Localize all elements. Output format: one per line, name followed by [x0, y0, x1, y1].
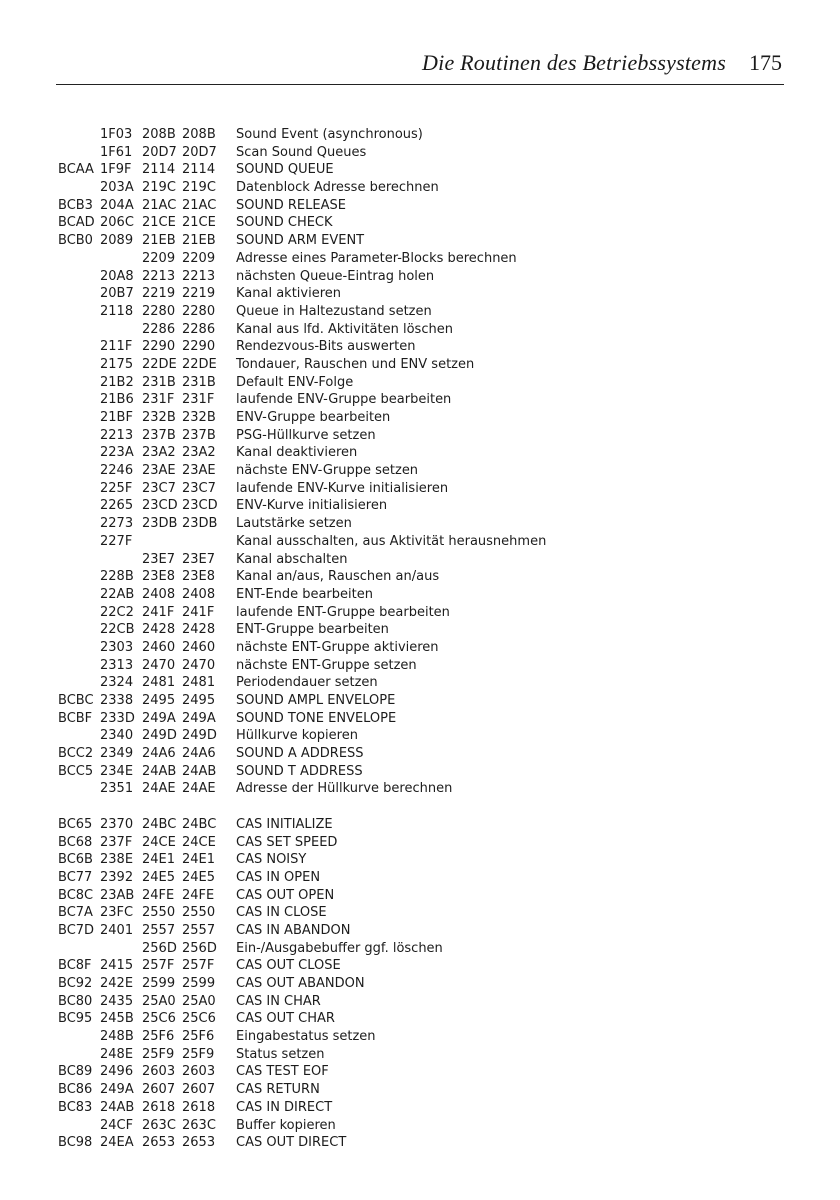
address-v6128: 25F6: [182, 1029, 215, 1045]
address-v664: 23CD: [142, 498, 178, 514]
address-v664: 23DB: [142, 516, 178, 532]
address-v664: 263C: [142, 1117, 176, 1133]
address-v664: 2460: [142, 639, 176, 655]
address-v6128: 249A: [182, 710, 216, 726]
address-v664: 2290: [142, 339, 176, 355]
address-v6128: 231F: [182, 392, 215, 408]
address-v464: 206C: [100, 215, 134, 231]
address-v664: 20D7: [142, 144, 177, 160]
address-v664: 241F: [142, 604, 175, 620]
jump-address: BCB0: [58, 233, 93, 249]
description: CAS IN CHAR: [236, 993, 321, 1009]
description: SOUND TONE ENVELOPE: [236, 710, 397, 726]
address-v464: 237F: [100, 834, 133, 850]
address-v464: 24CF: [100, 1117, 134, 1133]
description: Rendezvous-Bits auswerten: [236, 339, 416, 355]
address-v464: 23FC: [100, 905, 134, 921]
address-v464: 2089: [100, 233, 134, 249]
address-v464: 204A: [100, 197, 134, 213]
address-v664: 2114: [142, 162, 176, 178]
address-v6128: 21EB: [182, 233, 216, 249]
address-v664: 2280: [142, 303, 176, 319]
jump-address: BC95: [58, 1011, 93, 1027]
jump-address: BC6B: [58, 852, 93, 868]
description: Kanal an/aus, Rauschen an/aus: [236, 569, 440, 585]
address-v6128: 237B: [182, 427, 216, 443]
address-v664: 2557: [142, 922, 176, 938]
address-v6128: 21CE: [182, 215, 216, 231]
address-v6128: 2213: [182, 268, 216, 284]
address-v664: 2470: [142, 657, 176, 673]
address-v664: 249D: [142, 728, 177, 744]
address-v664: 2599: [142, 976, 176, 991]
address-v6128: 24AB: [182, 763, 217, 779]
address-v464: 2435: [100, 993, 134, 1009]
description: CAS IN CLOSE: [236, 905, 327, 921]
address-v6128: 2603: [182, 1064, 216, 1080]
address-v464: 2246: [100, 463, 134, 479]
address-v664: 24BC: [142, 816, 177, 832]
address-v664: 2495: [142, 693, 176, 708]
description: Eingabestatus setzen: [236, 1029, 376, 1045]
address-v464: 203A: [100, 180, 134, 196]
description: Adresse der Hüllkurve berechnen: [236, 781, 453, 797]
address-v664: 232B: [142, 410, 176, 425]
address-v464: 238E: [100, 852, 134, 868]
address-v6128: 2428: [182, 622, 216, 638]
address-v464: 248E: [100, 1046, 134, 1062]
address-v464: 22CB: [100, 622, 135, 638]
description: CAS OUT OPEN: [236, 887, 335, 903]
description: Status setzen: [236, 1046, 325, 1062]
address-v6128: 2280: [182, 303, 216, 319]
address-v6128: 219C: [182, 180, 216, 196]
address-v464: 21B2: [100, 374, 134, 390]
address-v464: 2213: [100, 427, 134, 443]
description: Hüllkurve kopieren: [236, 728, 358, 744]
address-v664: 22DE: [142, 356, 177, 372]
jump-address: BC68: [58, 834, 93, 850]
address-v664: 21EB: [142, 233, 176, 249]
address-v6128: 23E8: [182, 569, 216, 585]
description: Kanal abschalten: [236, 551, 348, 567]
running-header: [56, 48, 784, 85]
address-v6128: 24E5: [182, 869, 216, 885]
jump-address: BC7A: [58, 905, 93, 921]
address-v664: 23C7: [142, 480, 176, 496]
description: Lautstärke setzen: [236, 516, 352, 532]
address-v464: 2351: [100, 781, 134, 797]
page-number: 175: [749, 50, 782, 75]
address-v664: 2481: [142, 675, 176, 691]
jump-address: BC65: [58, 816, 93, 832]
description: Ein-/Ausgabebuffer ggf. löschen: [236, 940, 443, 956]
description: CAS INITIALIZE: [236, 816, 333, 832]
description: laufende ENT-Gruppe bearbeiten: [236, 604, 450, 620]
description: nächste ENV-Gruppe setzen: [236, 463, 419, 479]
description: ENT-Gruppe bearbeiten: [236, 622, 389, 638]
description: Kanal deaktivieren: [236, 445, 358, 461]
address-v664: 2428: [142, 622, 176, 638]
jump-address: BC8C: [58, 887, 94, 903]
address-v6128: 2114: [182, 162, 216, 178]
description: CAS IN ABANDON: [236, 922, 351, 938]
address-v664: 24E5: [142, 869, 176, 885]
description: Kanal ausschalten, aus Aktivität herausnehmen: [236, 533, 547, 549]
address-v664: 24E1: [142, 852, 176, 868]
description: ENT-Ende bearbeiten: [236, 586, 373, 602]
address-v664: 24AB: [142, 763, 177, 779]
address-v664: 257F: [142, 958, 175, 974]
address-v464: 2273: [100, 516, 134, 532]
description: Kanal aus lfd. Aktivitäten löschen: [236, 321, 453, 337]
address-v6128: 2286: [182, 321, 216, 337]
address-v664: 23A2: [142, 445, 176, 461]
description: nächsten Queue-Eintrag holen: [236, 268, 435, 284]
description: PSG-Hüllkurve setzen: [236, 427, 376, 443]
description: SOUND T ADDRESS: [236, 763, 363, 779]
jump-address: BC89: [58, 1064, 93, 1080]
address-v464: 242E: [100, 976, 134, 991]
address-v664: 25C6: [142, 1011, 176, 1027]
address-v6128: 23C7: [182, 480, 216, 496]
address-v6128: 2460: [182, 639, 216, 655]
description: Tondauer, Rauschen und ENV setzen: [236, 356, 475, 372]
jump-address: BCAD: [58, 215, 95, 231]
address-v6128: 2470: [182, 657, 216, 673]
address-v664: 25F9: [142, 1046, 175, 1062]
address-v6128: 23A2: [182, 445, 216, 461]
address-v464: 225F: [100, 480, 133, 496]
address-v664: 2219: [142, 286, 176, 302]
address-v6128: 25F9: [182, 1046, 215, 1062]
address-v464: 2338: [100, 693, 134, 708]
address-v464: 2313: [100, 657, 134, 673]
address-v664: 237B: [142, 427, 176, 443]
address-v464: 211F: [100, 339, 133, 355]
address-v464: 21BF: [100, 410, 133, 425]
address-v664: 23E7: [142, 551, 176, 567]
jump-address: BCBC: [58, 693, 94, 708]
description: CAS OUT ABANDON: [236, 976, 365, 991]
address-v6128: 2219: [182, 286, 216, 302]
address-v6128: 2290: [182, 339, 216, 355]
address-v664: 21CE: [142, 215, 176, 231]
address-v464: 20B7: [100, 286, 134, 302]
address-v464: 22C2: [100, 604, 134, 620]
address-v464: 1F03: [100, 127, 133, 142]
address-v6128: 2408: [182, 586, 216, 602]
address-v664: 25A0: [142, 993, 176, 1009]
address-v6128: 21AC: [182, 197, 217, 213]
address-v664: 2286: [142, 321, 176, 337]
description: CAS OUT CLOSE: [236, 958, 341, 974]
jump-address: BCAA: [58, 162, 94, 178]
address-v6128: 25C6: [182, 1011, 216, 1027]
description: CAS IN DIRECT: [236, 1099, 333, 1115]
address-v6128: 208B: [182, 127, 216, 142]
address-v664: 24A6: [142, 746, 176, 762]
description: Sound Event (asynchronous): [236, 127, 423, 142]
jump-address: BCB3: [58, 197, 93, 213]
description: SOUND AMPL ENVELOPE: [236, 693, 396, 708]
description: CAS RETURN: [236, 1082, 320, 1098]
description: SOUND CHECK: [236, 215, 333, 231]
address-v664: 25F6: [142, 1029, 175, 1045]
description: CAS IN OPEN: [236, 869, 321, 885]
jump-address: BC83: [58, 1099, 93, 1115]
address-v6128: 2209: [182, 250, 216, 266]
description: ENV-Kurve initialisieren: [236, 498, 388, 514]
address-v464: 228B: [100, 569, 134, 585]
address-v464: 21B6: [100, 392, 134, 408]
address-v6128: 23CD: [182, 498, 218, 514]
address-v464: 227F: [100, 533, 133, 549]
description: CAS OUT DIRECT: [236, 1135, 347, 1151]
address-v464: 2392: [100, 869, 134, 885]
address-v6128: 24AE: [182, 781, 216, 797]
address-v664: 219C: [142, 180, 176, 196]
address-v664: 2550: [142, 905, 176, 921]
jump-address: BC92: [58, 976, 93, 991]
jump-address: BC7D: [58, 922, 95, 938]
description: CAS SET SPEED: [236, 834, 338, 850]
address-v464: 223A: [100, 445, 134, 461]
address-v664: 2408: [142, 586, 176, 602]
address-v6128: 257F: [182, 958, 215, 974]
address-v6128: 231B: [182, 374, 216, 390]
address-v464: 2303: [100, 639, 134, 655]
address-v6128: 24FE: [182, 887, 215, 903]
address-v6128: 23DB: [182, 516, 218, 532]
description: Scan Sound Queues: [236, 144, 367, 160]
address-v664: 2213: [142, 268, 176, 284]
page-title: Die Routinen des Betriebssystems: [422, 50, 726, 75]
address-v464: 249A: [100, 1082, 134, 1098]
address-v664: 23AE: [142, 463, 176, 479]
address-v664: 208B: [142, 127, 176, 142]
address-v6128: 25A0: [182, 993, 216, 1009]
address-v6128: 24CE: [182, 834, 216, 850]
description: SOUND ARM EVENT: [236, 233, 365, 249]
address-v6128: 24BC: [182, 816, 217, 832]
address-v464: 24AB: [100, 1099, 135, 1115]
description: Datenblock Adresse berechnen: [236, 180, 439, 196]
address-v6128: 23E7: [182, 551, 216, 567]
jump-address: BCBF: [58, 710, 93, 726]
address-v464: 2118: [100, 303, 134, 319]
address-v6128: 256D: [182, 940, 217, 956]
address-v6128: 24E1: [182, 852, 216, 868]
address-v6128: 241F: [182, 604, 215, 620]
jump-address: BCC5: [58, 763, 94, 779]
address-v464: 2370: [100, 816, 134, 832]
address-v464: 22AB: [100, 586, 135, 602]
address-v664: 2603: [142, 1064, 176, 1080]
address-v464: 2401: [100, 922, 134, 938]
address-v664: 2653: [142, 1135, 176, 1151]
jump-address: BC8F: [58, 958, 92, 974]
address-v664: 231F: [142, 392, 175, 408]
address-v464: 2349: [100, 746, 134, 762]
address-v664: 231B: [142, 374, 176, 390]
jump-address: BCC2: [58, 746, 94, 762]
description: Buffer kopieren: [236, 1117, 336, 1133]
description: nächste ENT-Gruppe setzen: [236, 657, 417, 673]
description: Queue in Haltezustand setzen: [236, 303, 432, 319]
address-v464: 2415: [100, 958, 134, 974]
description: ENV-Gruppe bearbeiten: [236, 410, 391, 425]
address-v6128: 22DE: [182, 356, 217, 372]
address-v464: 2175: [100, 356, 134, 372]
description: SOUND A ADDRESS: [236, 746, 364, 762]
address-v464: 2496: [100, 1064, 134, 1080]
address-v6128: 20D7: [182, 144, 217, 160]
address-v6128: 2550: [182, 905, 216, 921]
jump-address: BC80: [58, 993, 93, 1009]
address-v464: 20A8: [100, 268, 134, 284]
address-v664: 24FE: [142, 887, 175, 903]
address-v464: 24EA: [100, 1135, 134, 1151]
description: CAS NOISY: [236, 852, 307, 868]
address-v6128: 24A6: [182, 746, 216, 762]
description: SOUND QUEUE: [236, 162, 334, 178]
description: laufende ENV-Kurve initialisieren: [236, 480, 449, 496]
description: nächste ENT-Gruppe aktivieren: [236, 639, 439, 655]
description: Periodendauer setzen: [236, 675, 378, 691]
address-v464: 248B: [100, 1029, 134, 1045]
address-v664: 2618: [142, 1099, 176, 1115]
address-v6128: 2557: [182, 922, 216, 938]
address-v664: 2209: [142, 250, 176, 266]
address-v6128: 23AE: [182, 463, 216, 479]
address-v6128: 2607: [182, 1082, 216, 1098]
address-v464: 2340: [100, 728, 134, 744]
jump-address: BC86: [58, 1082, 93, 1098]
address-v6128: 2618: [182, 1099, 216, 1115]
address-v464: 234E: [100, 763, 134, 779]
description: laufende ENV-Gruppe bearbeiten: [236, 392, 452, 408]
address-v464: 233D: [100, 710, 135, 726]
address-v464: 245B: [100, 1011, 134, 1027]
description: Default ENV-Folge: [236, 374, 354, 390]
address-v664: 2607: [142, 1082, 176, 1098]
jump-address: BC98: [58, 1135, 93, 1151]
address-v6128: 263C: [182, 1117, 216, 1133]
description: Adresse eines Parameter-Blocks berechnen: [236, 250, 517, 266]
address-v664: 249A: [142, 710, 176, 726]
description: CAS TEST EOF: [236, 1064, 329, 1080]
description: Kanal aktivieren: [236, 286, 342, 302]
address-v6128: 2653: [182, 1135, 216, 1151]
address-v6128: 232B: [182, 410, 216, 425]
address-v464: 1F61: [100, 144, 133, 160]
address-v6128: 249D: [182, 728, 217, 744]
address-v664: 23E8: [142, 569, 176, 585]
address-v6128: 2599: [182, 976, 216, 991]
address-v664: 256D: [142, 940, 177, 956]
address-v464: 2265: [100, 498, 134, 514]
address-v464: 1F9F: [100, 162, 132, 178]
address-v664: 24AE: [142, 781, 176, 797]
jump-address: BC77: [58, 869, 93, 885]
address-v664: 24CE: [142, 834, 176, 850]
address-v6128: 2481: [182, 675, 216, 691]
address-v464: 23AB: [100, 887, 135, 903]
description: SOUND RELEASE: [236, 197, 346, 213]
address-v6128: 2495: [182, 693, 216, 708]
description: CAS OUT CHAR: [236, 1011, 335, 1027]
address-v664: 21AC: [142, 197, 177, 213]
address-v464: 2324: [100, 675, 134, 691]
